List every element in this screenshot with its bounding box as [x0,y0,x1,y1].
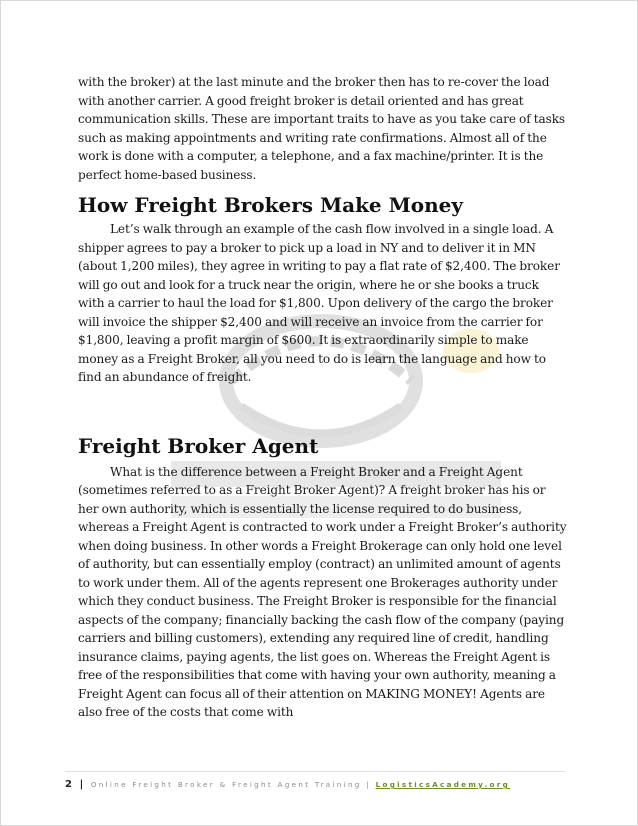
section-heading-freight-broker-agent: Freight Broker Agent [78,433,319,458]
section-paragraph-cash-flow: Let’s walk through an example of the cash flow involved in a single load. A shipper agrees to pay a broker to pick up a load in NY and to deliver it in MN (about 1,200 miles), they agree in writing to pay a flat rate of $2,400. The broker will go out and look for a truck near the origin, where he or she books a truck with a carrier to haul the load for $1,800. Upon delivery of the cargo the broker will invoice the shipper $2,400 and will receive an invoice from the carrier for $1,800, leaving a profit margin of $600. It is extraordinarily simple to make money as a Freight Broker, all you need to do is learn the language and how to find an abundance of freight. [78,222,560,384]
page-body [78,73,568,722]
footer-separator: | [79,779,84,790]
page-footer [65,771,565,790]
footer-title: Online Freight Broker & Freight Agent Training [90,780,362,789]
intro-paragraph: with the broker) at the last minute and the broker then has to re-cover the load with another carrier. A good freight broker is detail oriented and has great communication skills. These are important traits to have as you take care of tasks such as making appointments and writing rate confirmations. Almost all of the work is done with a computer, a telephone, and a fax machine/printer. It is the perfect home-based business. [78,75,566,182]
section-paragraph-broker-vs-agent: What is the difference between a Freight Broker and a Freight Agent (sometimes referred to as a Freight Broker Agent)? A freight broker has his or her own authority, which is essentially the license required to do business, whereas a Freight Agent is contracted to work under a Freight Broker’s authority when doing business. In other words a Freight Brokerage can only hold one level of authority, but can essentially employ (contract) an unlimited amount of agents to work under them. All of the agents represent one Brokerages authority under which they conduct business. The Freight Broker is responsible for the financial aspects of the company; financially backing the cash flow of the company (paying carriers and billing customers), extending any required line of credit, handling insurance claims, paying agents, the list goes on. Whereas the Freight Agent is free of the responsibilities that come with having your own authority, meaning a Freight Agent can focus all of their attention on MAKING MONEY! Agents are also free of the costs that come with [78,464,567,719]
footer-site-link[interactable]: LogisticsAcademy.org [375,780,511,789]
footer-separator-2: | [366,780,372,789]
section-heading-how-brokers-make-money: How Freight Brokers Make Money [78,193,463,217]
page-number: 2 [65,779,72,790]
